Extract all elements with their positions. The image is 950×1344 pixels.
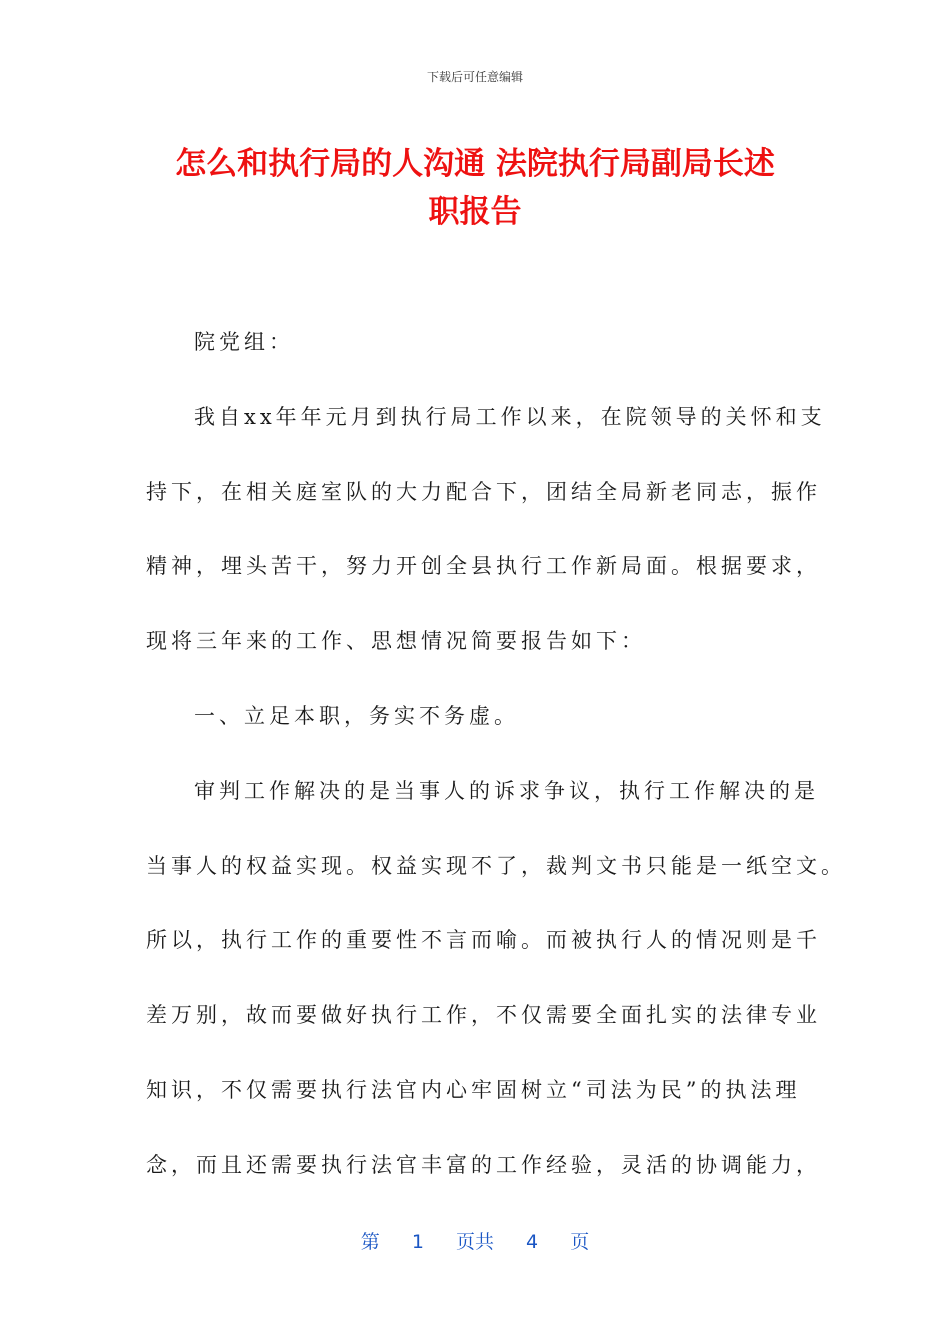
header-note: 下载后可任意编辑 xyxy=(426,70,523,84)
paragraph-line: 现将三年来的工作、思想情况简要报告如下： xyxy=(146,629,646,654)
page-footer xyxy=(0,1227,950,1254)
page-suffix: 页 xyxy=(570,1231,590,1253)
of-label: 页共 xyxy=(455,1231,494,1253)
title-line-1: 怎么和执行局的人沟通 法院执行局副局长述 xyxy=(175,146,775,182)
paragraph-line: 当事人的权益实现。权益实现不了，裁判文书只能是一纸空文。 xyxy=(146,853,846,878)
page-number: 1 xyxy=(411,1231,424,1253)
title-line-2: 职报告 xyxy=(428,194,522,230)
salutation: 院党组： xyxy=(194,330,294,354)
page-label: 第 xyxy=(360,1231,380,1253)
paragraph-line: 所以，执行工作的重要性不言而喻。而被执行人的情况则是千 xyxy=(146,928,821,953)
document-title xyxy=(120,140,830,236)
total-pages: 4 xyxy=(526,1231,539,1253)
paragraph-line: 精神，埋头苦干，努力开创全县执行工作新局面。根据要求， xyxy=(146,554,821,579)
paragraph-line: 知识，不仅需要执行法官内心牢固树立“司法为民”的执法理 xyxy=(146,1077,801,1102)
paragraph-line: 念，而且还需要执行法官丰富的工作经验，灵活的协调能力， xyxy=(146,1152,821,1177)
paragraph-line: 持下，在相关庭室队的大力配合下，团结全局新老同志，振作 xyxy=(146,479,821,504)
section-heading: 一、立足本职，务实不务虚。 xyxy=(194,703,519,728)
paragraph-line: 我自xx年年元月到执行局工作以来，在院领导的关怀和支 xyxy=(194,404,826,429)
paragraph-line: 审判工作解决的是当事人的诉求争议，执行工作解决的是 xyxy=(194,778,819,803)
paragraph-line: 差万别，故而要做好执行工作，不仅需要全面扎实的法律专业 xyxy=(146,1003,821,1028)
body-text xyxy=(146,320,846,1218)
